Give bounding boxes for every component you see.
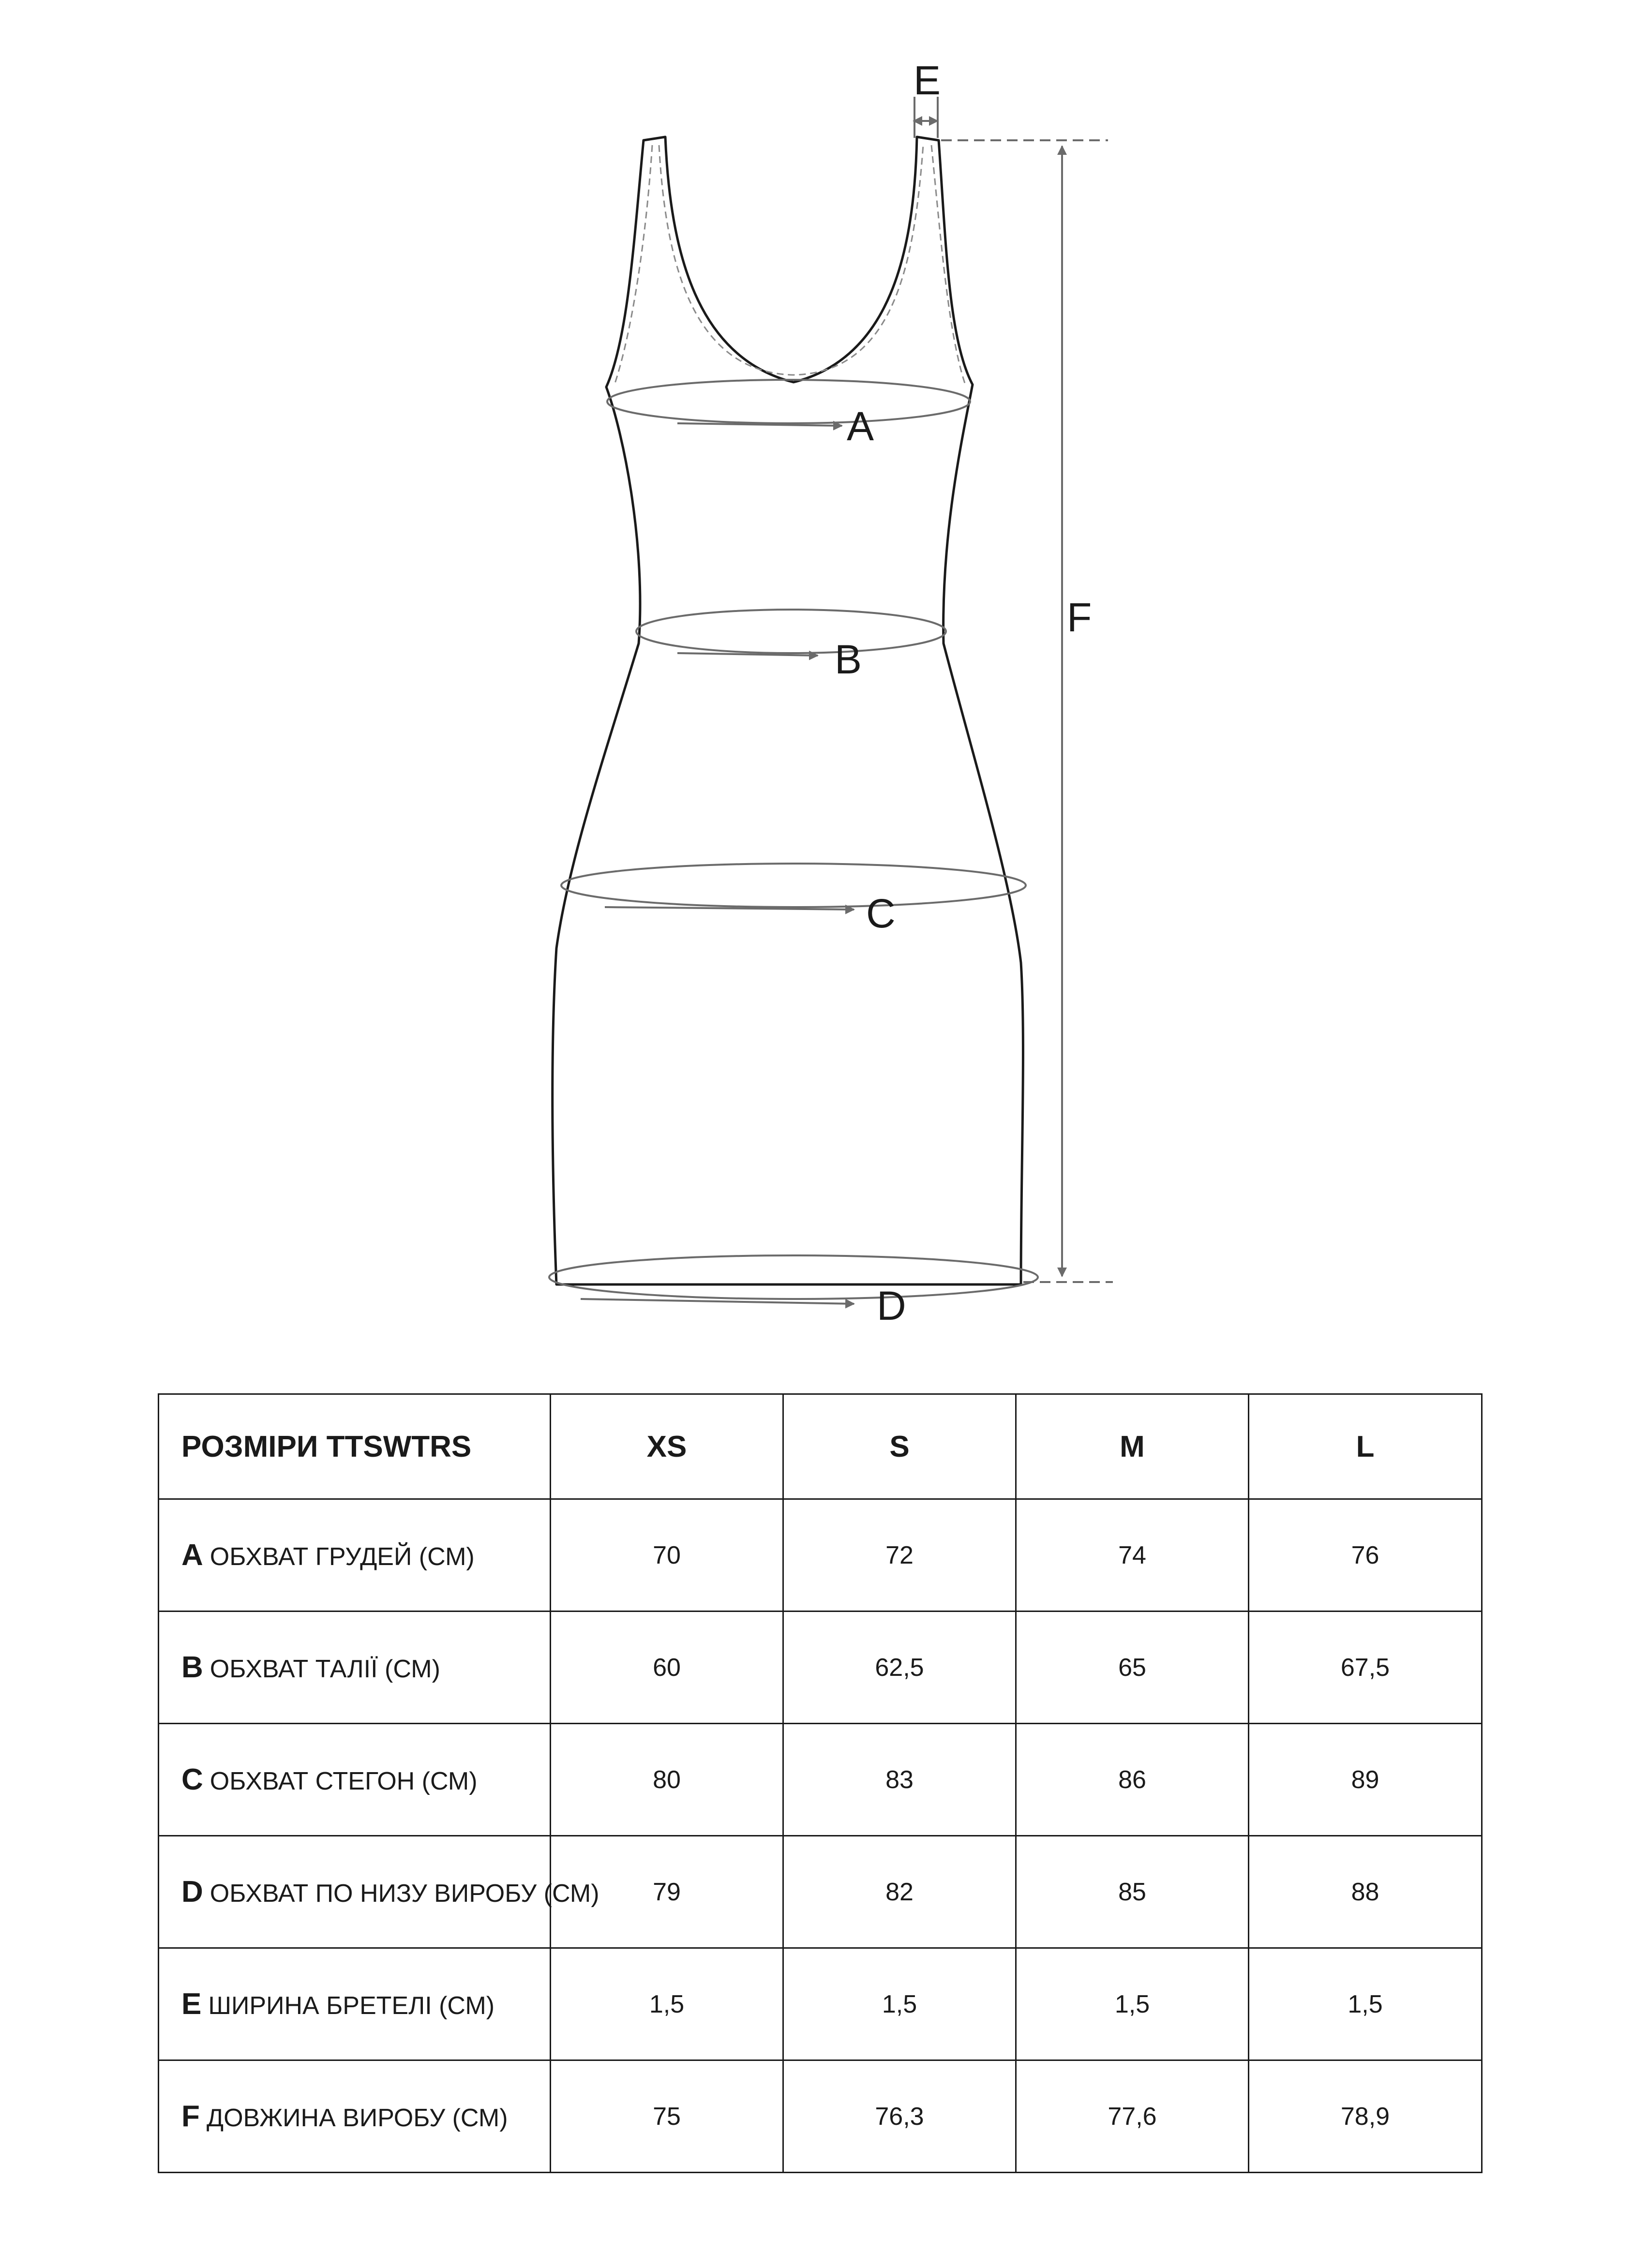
row-code: C <box>181 1763 203 1796</box>
cell-l: 88 <box>1249 1836 1482 1948</box>
cell-s: 82 <box>783 1836 1016 1948</box>
cell-l: 78,9 <box>1249 2060 1482 2173</box>
cell-s: 72 <box>783 1499 1016 1611</box>
cell-m: 85 <box>1016 1836 1249 1948</box>
row-title: ОБХВАТ СТЕГОН (СМ) <box>210 1767 478 1795</box>
cell-m: 65 <box>1016 1611 1249 1724</box>
size-s: S <box>783 1394 1016 1499</box>
ellipse-d <box>549 1255 1038 1299</box>
ellipse-c <box>561 864 1026 907</box>
size-m: M <box>1016 1394 1249 1499</box>
row-label <box>159 2060 551 2173</box>
size-l: L <box>1249 1394 1482 1499</box>
cell-l: 67,5 <box>1249 1611 1482 1724</box>
row-label <box>159 1724 551 1836</box>
table-header-row <box>159 1394 1482 1499</box>
label-d: D <box>877 1283 906 1328</box>
table-row <box>159 1836 1482 1948</box>
table-row <box>159 2060 1482 2173</box>
row-code: E <box>181 1987 202 2021</box>
ellipse-b <box>636 610 946 653</box>
row-label <box>159 1948 551 2060</box>
cell-m: 74 <box>1016 1499 1249 1611</box>
cell-m: 1,5 <box>1016 1948 1249 2060</box>
row-code: D <box>181 1875 203 1909</box>
row-title: ОБХВАТ ТАЛІЇ (СМ) <box>210 1655 440 1683</box>
label-c: C <box>866 891 896 936</box>
cell-l: 1,5 <box>1249 1948 1482 2060</box>
cell-s: 62,5 <box>783 1611 1016 1724</box>
table-row <box>159 1499 1482 1611</box>
row-label <box>159 1611 551 1724</box>
neck-trim <box>659 145 923 375</box>
size-xs: XS <box>551 1394 783 1499</box>
row-title: ОБХВАТ ПО НИЗУ ВИРОБУ (СМ) <box>210 1880 599 1908</box>
row-title: ОБХВАТ ГРУДЕЙ (СМ) <box>210 1543 475 1571</box>
label-a: A <box>847 403 874 449</box>
row-code: A <box>181 1538 203 1572</box>
ellipse-a <box>607 380 970 423</box>
label-b: B <box>835 637 862 682</box>
row-label <box>159 1499 551 1611</box>
dress-silhouette <box>553 137 1023 1284</box>
table-row <box>159 1724 1482 1836</box>
table-row <box>159 1948 1482 2060</box>
cell-xs: 79 <box>551 1836 783 1948</box>
cell-l: 76 <box>1249 1499 1482 1611</box>
row-title: ШИРИНА БРЕТЕЛІ (СМ) <box>208 1992 495 2020</box>
cell-m: 77,6 <box>1016 2060 1249 2173</box>
row-label <box>159 1836 599 1948</box>
row-title: ДОВЖИНА ВИРОБУ (СМ) <box>206 2104 508 2132</box>
label-e: E <box>914 58 941 103</box>
table-row <box>159 1611 1482 1724</box>
cell-xs: 75 <box>551 2060 783 2173</box>
cell-s: 1,5 <box>783 1948 1016 2060</box>
cell-s: 83 <box>783 1724 1016 1836</box>
size-table <box>158 1393 1483 2173</box>
measurements <box>549 97 1113 1304</box>
armhole-trim-left <box>614 145 652 385</box>
row-code: B <box>181 1651 203 1684</box>
cell-xs: 70 <box>551 1499 783 1611</box>
cell-m: 86 <box>1016 1724 1249 1836</box>
cell-l: 89 <box>1249 1724 1482 1836</box>
cell-xs: 1,5 <box>551 1948 783 2060</box>
row-code: F <box>181 2100 200 2133</box>
label-f: F <box>1067 595 1092 640</box>
table-title: РОЗМІРИ TTSWTRS <box>159 1394 551 1499</box>
cell-xs: 80 <box>551 1724 783 1836</box>
dress-outline <box>553 137 1023 1284</box>
cell-xs: 60 <box>551 1611 783 1724</box>
cell-s: 76,3 <box>783 2060 1016 2173</box>
